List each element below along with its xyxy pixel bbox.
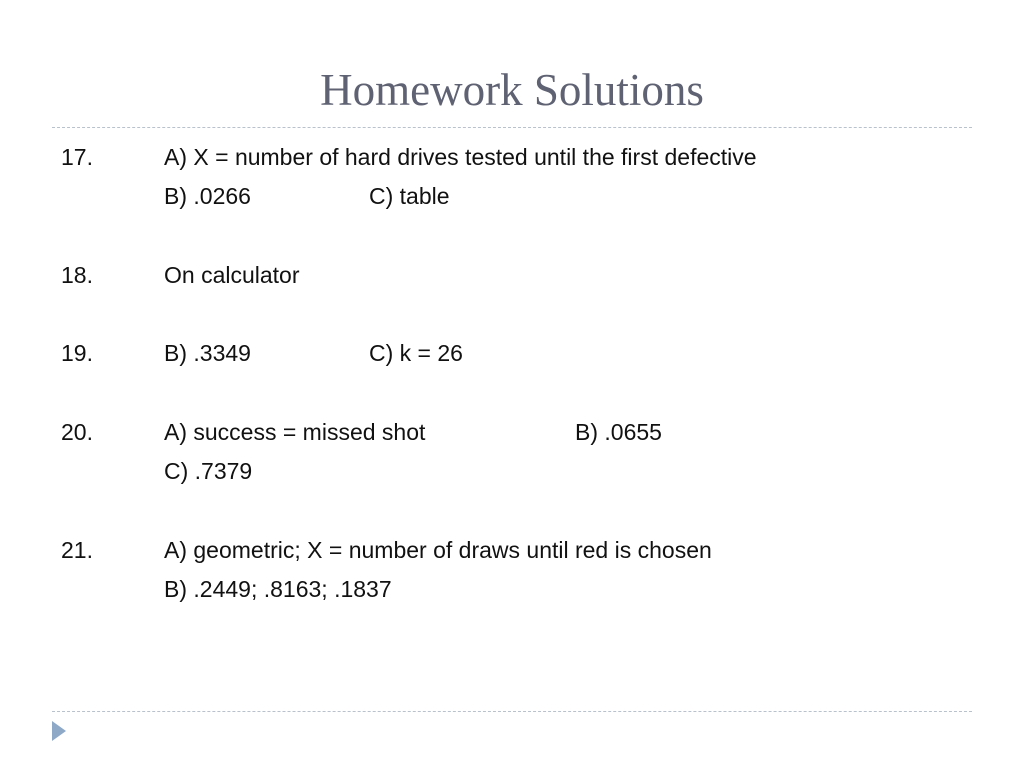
problem-number: 21. (61, 537, 93, 563)
problem-number: 20. (61, 419, 93, 445)
play-arrow-icon[interactable] (52, 721, 66, 741)
problem-number: 19. (61, 340, 93, 366)
answer-text: B) .0266 (164, 183, 251, 209)
answer-text: A) geometric; X = number of draws until red is chosen (164, 537, 712, 563)
answer-text: C) .7379 (164, 458, 253, 484)
footer-divider (52, 711, 972, 712)
answer-text: B) .3349 (164, 340, 251, 366)
problem-number: 18. (61, 262, 93, 288)
answer-text: B) .2449; .8163; .1837 (164, 576, 392, 602)
title-divider (52, 127, 972, 128)
answer-text: C) table (369, 183, 450, 209)
slide-title: Homework Solutions (320, 65, 704, 115)
answer-text: A) X = number of hard drives tested until the first defective (164, 144, 757, 170)
answer-text: B) .0655 (575, 419, 662, 445)
answer-text: C) k = 26 (369, 340, 463, 366)
answer-text: On calculator (164, 262, 300, 288)
answer-text: A) success = missed shot (164, 419, 426, 445)
problem-number: 17. (61, 144, 93, 170)
